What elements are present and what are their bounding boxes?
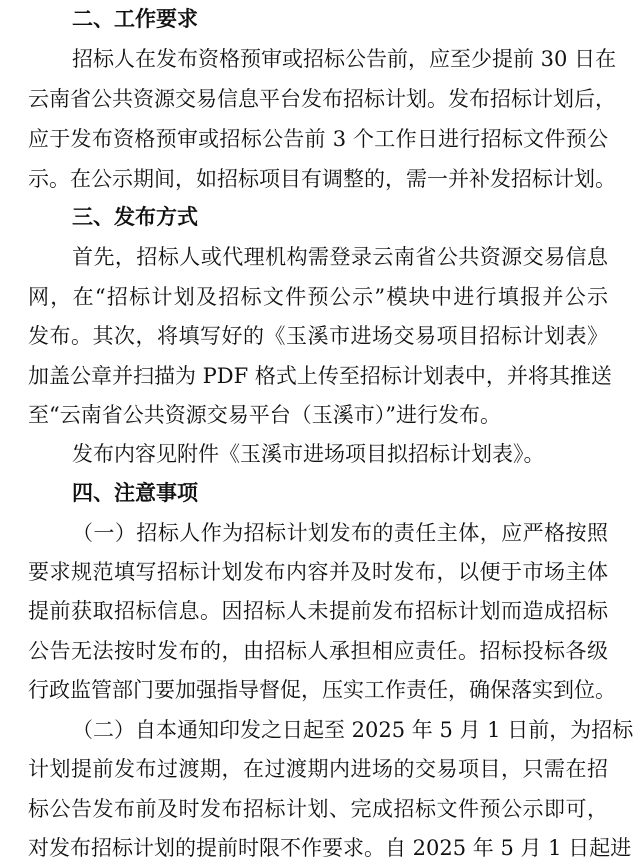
paragraph-line: 公告无法按时发布的，由招标人承担相应责任。招标投标各级 [28, 639, 608, 663]
paragraph-line: 示。在公示期间，如招标项目有调整的，需一并补发招标计划。 [28, 167, 616, 191]
paragraph-line: 加盖公章并扫描为 PDF 格式上传至招标计划表中，并将其推送 [28, 364, 612, 388]
paragraph-line: 至“云南省公共资源交易平台（玉溪市）”进行发布。 [28, 403, 501, 427]
paragraph-line: 网，在“招标计划及招标文件预公示”模块中进行填报并公示 [28, 285, 608, 309]
paragraph-line: 发布内容见附件《玉溪市进场项目拟招标计划表》。 [72, 442, 545, 466]
paragraph-line: 要求规范填写招标计划发布内容并及时发布，以便于市场主体 [28, 560, 608, 584]
paragraph-line: 发布。其次，将填写好的《玉溪市进场交易项目招标计划表》 [28, 324, 608, 348]
section-heading-publishing-method: 三、发布方式 [72, 205, 198, 229]
section-heading-work-requirements: 二、工作要求 [72, 7, 198, 31]
paragraph-line: 提前获取招标信息。因招标人未提前发布招标计划而造成招标 [28, 599, 608, 623]
paragraph-line: 计划提前发布过渡期，在过渡期内进场的交易项目，只需在招 [28, 757, 608, 781]
paragraph-line: 应于发布资格预审或招标公告前 3 个工作日进行招标文件预公 [28, 127, 608, 151]
paragraph-line: 行政监管部门要加强指导督促，压实工作责任，确保落实到位。 [28, 678, 616, 702]
paragraph-line: 首先，招标人或代理机构需登录云南省公共资源交易信息 [72, 245, 608, 269]
paragraph-line: （二）自本通知印发之日起至 2025 年 5 月 1 日前，为招标 [72, 718, 634, 742]
paragraph-line: 招标人在发布资格预审或招标公告前，应至少提前 30 日在 [72, 47, 617, 71]
paragraph-line: （一）招标人作为招标计划发布的责任主体，应严格按照 [72, 521, 608, 545]
paragraph-line: 云南省公共资源交易信息平台发布招标计划。发布招标计划后， [28, 87, 616, 111]
paragraph-line: 标公告发布前及时发布招标计划、完成招标文件预公示即可， [28, 797, 608, 821]
paragraph-line: 对发布招标计划的提前时限不作要求。自 2025 年 5 月 1 日起进 [28, 836, 632, 860]
section-heading-notes: 四、注意事项 [72, 481, 198, 505]
